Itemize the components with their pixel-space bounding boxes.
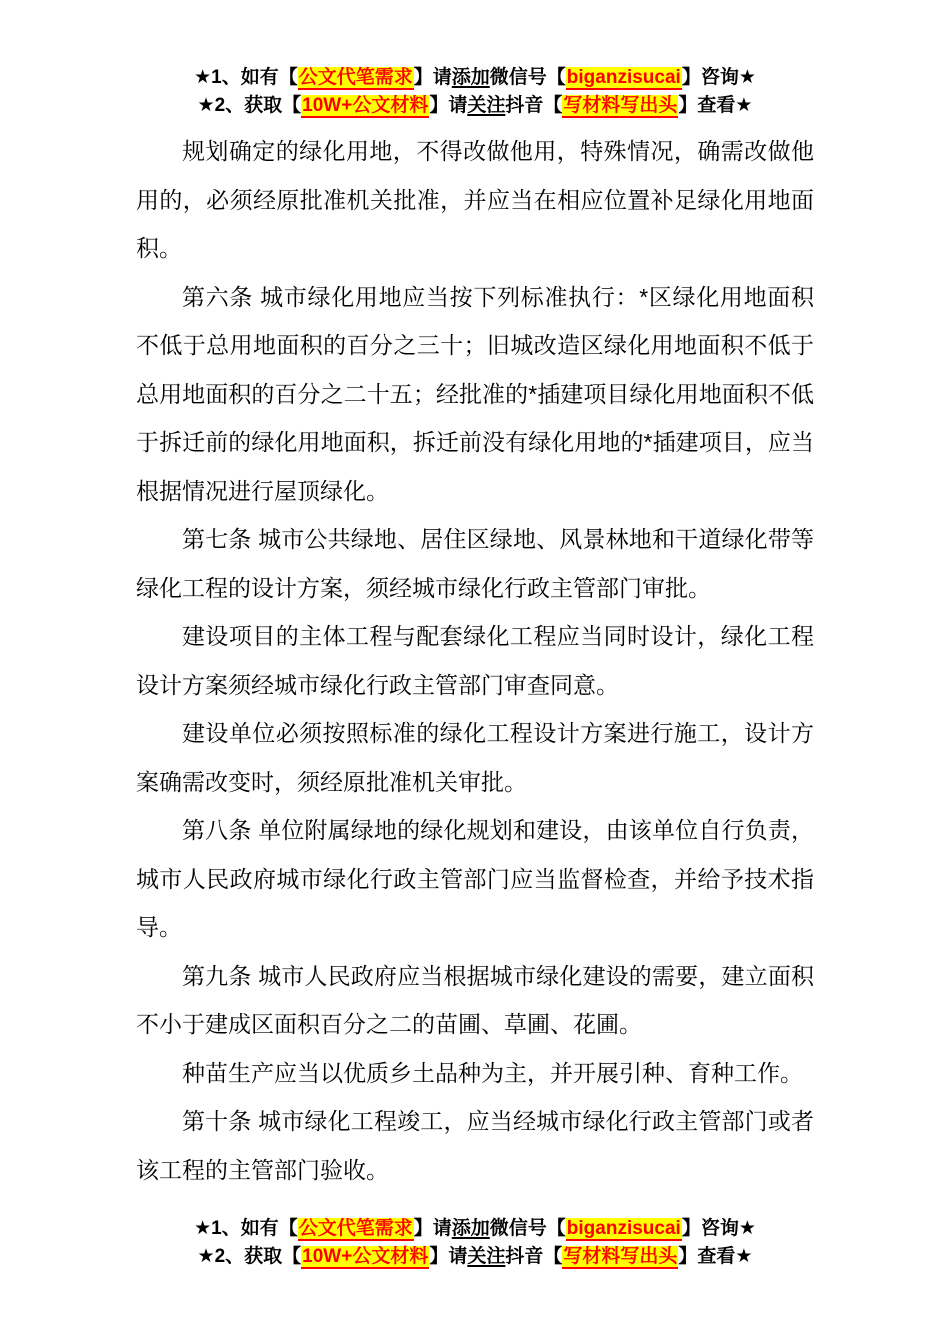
promo-text: 】请: [429, 1246, 468, 1267]
underlined-promo-text: 添加: [451, 1218, 490, 1239]
highlighted-promo-text: 10W+公文材料: [302, 1246, 429, 1267]
promo-text: 抖音【: [505, 95, 563, 116]
document-paragraph: 种苗生产应当以优质乡土品种为主，并开展引种、育种工作。: [182, 1059, 803, 1086]
promo-header-line-2: [0, 92, 950, 120]
highlighted-promo-text: 写材料写出头: [563, 95, 678, 116]
promo-text: 微信号【: [489, 1218, 566, 1239]
promo-text: 】请: [413, 1218, 452, 1239]
promo-text: 】咨询★: [681, 67, 756, 88]
underlined-promo-text: 关注: [467, 95, 506, 116]
underlined-promo-text: 添加: [451, 67, 490, 88]
promo-text: 】咨询★: [681, 1218, 756, 1239]
highlighted-promo-text: 10W+公文材料: [302, 95, 429, 116]
promo-text: 】请: [413, 67, 452, 88]
promo-text: ★1、如有【: [194, 1218, 298, 1239]
document-body: [136, 127, 814, 1194]
promo-text: 抖音【: [505, 1246, 563, 1267]
highlighted-promo-text: biganzisucai: [566, 67, 681, 88]
promo-footer: [0, 1215, 950, 1271]
highlighted-promo-text: biganzisucai: [566, 1218, 681, 1239]
promo-header: [0, 64, 950, 120]
highlighted-promo-text: 公文代笔需求: [298, 67, 413, 88]
promo-text: 】请: [429, 95, 468, 116]
document-paragraph: 建设项目的主体工程与配套绿化工程应当同时设计，绿化工程设计方案须经城市绿化行政主管部门审查同意。: [136, 623, 814, 698]
highlighted-promo-text: 公文代笔需求: [298, 1218, 413, 1239]
promo-text: 】查看★: [678, 95, 753, 116]
promo-text: ★1、如有【: [194, 67, 298, 88]
document-paragraph: 建设单位必须按照标准的绿化工程设计方案进行施工，设计方案确需改变时，须经原批准机关审批。: [136, 720, 814, 795]
promo-footer-line-2: [0, 1243, 950, 1271]
promo-text: ★2、获取【: [197, 95, 302, 116]
document-paragraph: 第七条 城市公共绿地、居住区绿地、风景林地和干道绿化带等绿化工程的设计方案，须经城市绿化行政主管部门审批。: [136, 526, 814, 601]
document-paragraph: 第十条 城市绿化工程竣工，应当经城市绿化行政主管部门或者该工程的主管部门验收。: [136, 1108, 814, 1183]
document-paragraph: 第九条 城市人民政府应当根据城市绿化建设的需要，建立面积不小于建成区面积百分之二的苗圃、草圃、花圃。: [136, 962, 814, 1037]
promo-text: ★2、获取【: [197, 1246, 302, 1267]
promo-footer-line-1: [0, 1215, 950, 1243]
underlined-promo-text: 关注: [467, 1246, 506, 1267]
promo-text: 】查看★: [678, 1246, 753, 1267]
document-paragraph: 第八条 单位附属绿地的绿化规划和建设，由该单位自行负责，城市人民政府城市绿化行政主管部门应当监督检查，并给予技术指导。: [136, 817, 814, 940]
promo-header-line-1: [0, 64, 950, 92]
highlighted-promo-text: 写材料写出头: [563, 1246, 678, 1267]
document-paragraph: 第六条 城市绿化用地应当按下列标准执行：*区绿化用地面积不低于总用地面积的百分之三十；旧城改造区绿化用地面积不低于总用地面积的百分之二十五；经批准的*插建项目绿化用地面积不低于拆迁前的绿化用地面积，拆迁前没有绿化用地的*插建项目，应当根据情况进行屋顶绿化。: [136, 283, 814, 504]
promo-text: 微信号【: [489, 67, 566, 88]
document-paragraph: 规划确定的绿化用地，不得改做他用，特殊情况，确需改做他用的，必须经原批准机关批准，并应当在相应位置补足绿化用地面积。: [136, 138, 814, 261]
